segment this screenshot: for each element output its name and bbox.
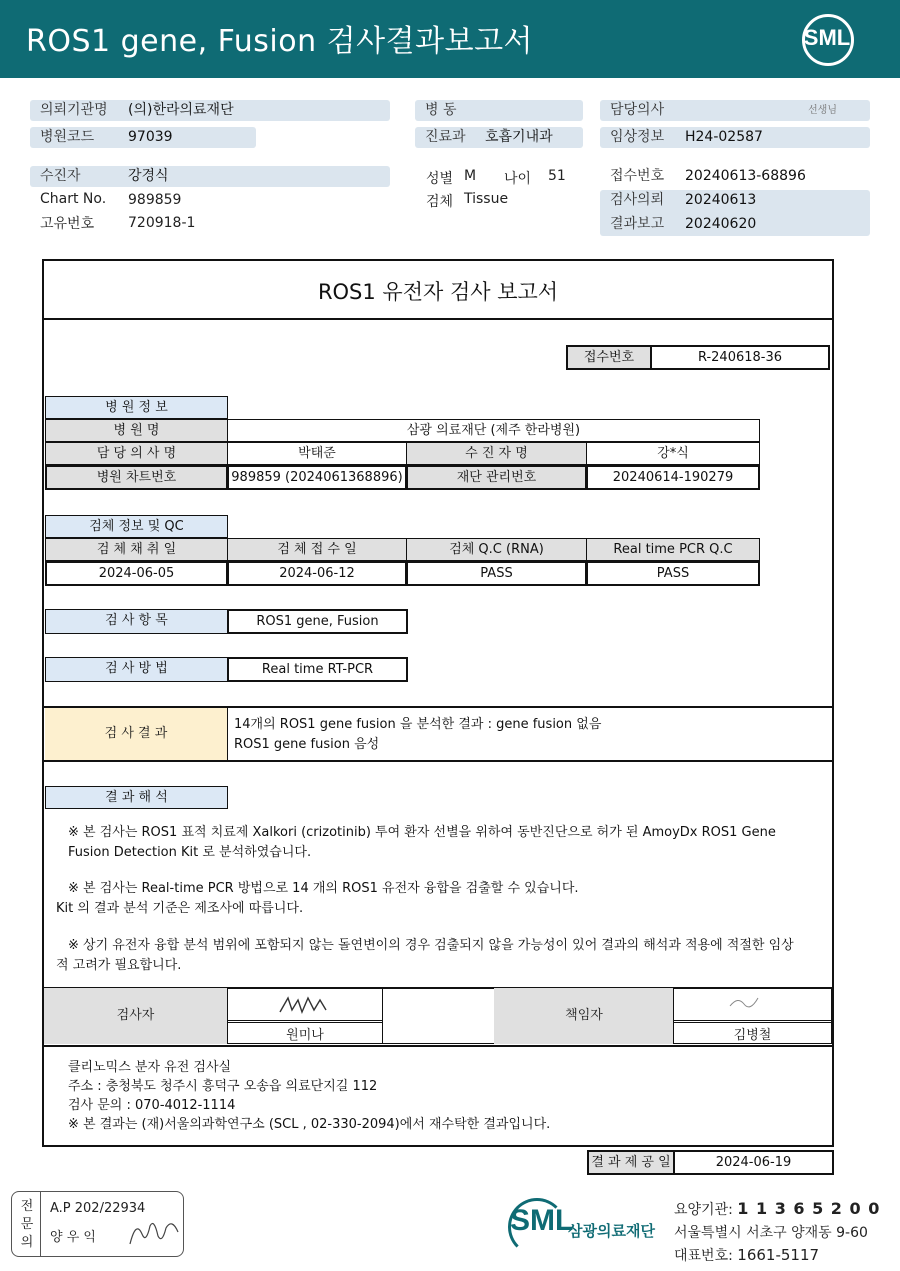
blank-signature-cell bbox=[382, 988, 495, 1044]
specimen-value-4: PASS bbox=[586, 561, 760, 586]
lab-address: 주소 : 충청북도 청주시 흥덕구 오송읍 의료단지길 112 bbox=[68, 1079, 378, 1094]
hospital-name-label: 병 원 명 bbox=[45, 419, 228, 442]
page-title: ROS1 gene, Fusion 검사결과보고서 bbox=[26, 24, 534, 59]
sml-logo-text: SML bbox=[803, 25, 851, 50]
lab-phone: 검사 문의 : 070-4012-1114 bbox=[68, 1098, 236, 1113]
test-item-value: ROS1 gene, Fusion bbox=[227, 609, 408, 634]
interp-note-1a: ※ 본 검사는 ROS1 표적 치료제 Xalkori (crizotinib) 투여 환자 선별을 위하여 동반진단으로 허가 된 AmoyDx ROS1 Gene bbox=[68, 825, 776, 840]
test-method-label: 검 사 방 법 bbox=[45, 657, 228, 682]
doctor-label: 담당의사 bbox=[610, 102, 665, 118]
unique-no-value: 720918-1 bbox=[128, 215, 196, 231]
specimen-value-2: 2024-06-12 bbox=[227, 561, 407, 586]
report-date-label: 결과보고 bbox=[610, 216, 665, 232]
examiner-label: 검사자 bbox=[44, 988, 227, 1044]
result-label: 검 사 결 과 bbox=[45, 708, 227, 760]
dept-field bbox=[415, 127, 583, 148]
interpretation-header: 결 과 해 석 bbox=[45, 786, 228, 809]
doctor-name-label: 담 당 의 사 명 bbox=[45, 442, 228, 465]
report-receipt-value: R-240618-36 bbox=[650, 345, 830, 370]
hospital-code-field bbox=[30, 127, 256, 148]
age-label: 나이 bbox=[504, 171, 532, 187]
result-divider bbox=[227, 708, 228, 760]
title-divider bbox=[42, 318, 834, 320]
patient-field bbox=[30, 166, 390, 187]
clinical-field bbox=[600, 127, 870, 148]
result-line-1: 14개의 ROS1 gene fusion 을 분석한 결과 : gene fusion 없음 bbox=[234, 717, 602, 732]
phone-label: 대표번호: bbox=[674, 1248, 733, 1264]
phone-value: 1661-5117 bbox=[737, 1246, 820, 1264]
stamp-side-label bbox=[18, 1198, 36, 1252]
receipt-value: 20240613-68896 bbox=[685, 168, 806, 184]
institution-field bbox=[30, 100, 390, 121]
test-item-label: 검 사 항 목 bbox=[45, 609, 228, 634]
sex-label: 성별 bbox=[426, 171, 454, 187]
dept-value: 호흡기내과 bbox=[485, 129, 553, 145]
specimen-value: Tissue bbox=[464, 191, 509, 207]
specimen-section-header: 검체 정보 및 QC bbox=[45, 515, 228, 538]
patient-name-value: 강*식 bbox=[586, 442, 760, 465]
clinical-value: H24-02587 bbox=[685, 129, 763, 145]
request-label: 검사의뢰 bbox=[610, 192, 665, 208]
lab-remark: ※ 본 결과는 (재)서울의과학연구소 (SCL , 02-330-2094)에서 재수탁한 결과입니다. bbox=[68, 1117, 551, 1132]
interp-note-1b: Fusion Detection Kit 로 분석하였습니다. bbox=[68, 845, 312, 860]
footer-address: 서울특별시 서초구 양재동 9-60 bbox=[674, 1225, 868, 1241]
doctor-suffix: 선생님 bbox=[808, 105, 837, 116]
patient-name-label: 수 진 자 명 bbox=[406, 442, 587, 465]
report-date-value: 20240620 bbox=[685, 216, 757, 232]
issue-date-value: 2024-06-19 bbox=[673, 1150, 834, 1175]
interp-note-3b: 적 고려가 필요합니다. bbox=[56, 958, 182, 973]
lab-name: 클리노믹스 분자 유전 검사실 bbox=[68, 1060, 232, 1075]
issue-date-label: 결 과 제 공 일 bbox=[587, 1150, 675, 1175]
interp-note-2b: Kit 의 결과 분석 기준은 제조사에 따릅니다. bbox=[56, 901, 304, 916]
care-label: 요양기관: bbox=[674, 1202, 733, 1218]
supervisor-divider bbox=[673, 1020, 832, 1023]
care-institution bbox=[674, 1199, 880, 1219]
stamp-side-1: 전 bbox=[20, 1199, 34, 1214]
unique-no-label: 고유번호 bbox=[40, 216, 95, 232]
hospital-code-value: 97039 bbox=[128, 129, 173, 145]
doctor-name-value: 박태준 bbox=[227, 442, 407, 465]
footer-phone bbox=[674, 1245, 819, 1265]
stamp-ap-number: A.P 202/22934 bbox=[50, 1201, 146, 1216]
specimen-label: 검체 bbox=[426, 194, 454, 210]
footer-org-name: 삼광의료재단 bbox=[568, 1222, 655, 1240]
stamp-doctor-name: 양 우 익 bbox=[50, 1230, 96, 1245]
footer-sml-logo: SML bbox=[510, 1204, 574, 1237]
institution-value: (의)한라의료재단 bbox=[128, 102, 234, 118]
stamp-divider bbox=[40, 1191, 41, 1257]
ward-label: 병 동 bbox=[425, 102, 457, 118]
foundation-number-label: 재단 관리번호 bbox=[406, 465, 587, 490]
chart-no-value: 989859 bbox=[128, 192, 182, 208]
stamp-side-3: 의 bbox=[20, 1235, 34, 1250]
specimen-header-1: 검 체 채 취 일 bbox=[45, 538, 228, 561]
result-bottom-line bbox=[42, 760, 834, 762]
receipt-label: 접수번호 bbox=[610, 168, 665, 184]
interp-note-3a: ※ 상기 유전자 융합 분석 범위에 포함되지 않는 돌연변이의 경우 검출되지 않을 가능성이 있어 결과의 해석과 적용에 적절한 임상 bbox=[68, 938, 794, 953]
specimen-header-4: Real time PCR Q.C bbox=[586, 538, 760, 561]
test-method-value: Real time RT-PCR bbox=[227, 657, 408, 682]
request-value: 20240613 bbox=[685, 192, 757, 208]
doctor-field bbox=[600, 100, 870, 121]
supervisor-name: 김병철 bbox=[733, 1028, 772, 1043]
ward-field bbox=[415, 100, 583, 121]
chart-number-label: 병원 차트번호 bbox=[45, 465, 228, 490]
hospital-name-value: 삼광 의료재단 (제주 한라병원) bbox=[227, 419, 760, 442]
interp-note-2a: ※ 본 검사는 Real-time PCR 방법으로 14 개의 ROS1 유전자 융합을 검출할 수 있습니다. bbox=[68, 881, 579, 896]
hospital-section-header: 병 원 정 보 bbox=[45, 396, 228, 419]
specimen-value-1: 2024-06-05 bbox=[45, 561, 228, 586]
hospital-code-label: 병원코드 bbox=[40, 129, 95, 145]
patient-label: 수진자 bbox=[40, 168, 81, 184]
chart-number-value: 989859 (2024061368896) bbox=[227, 465, 407, 490]
signature-bottom-line bbox=[42, 1045, 834, 1047]
patient-value: 강경식 bbox=[128, 168, 169, 184]
institution-label: 의뢰기관명 bbox=[40, 102, 108, 118]
age-value: 51 bbox=[548, 168, 566, 184]
report-receipt-label: 접수번호 bbox=[566, 345, 652, 370]
specimen-header-2: 검 체 접 수 일 bbox=[227, 538, 407, 561]
receipt-field bbox=[600, 166, 870, 187]
supervisor-label: 책임자 bbox=[494, 988, 674, 1044]
sex-value: M bbox=[464, 168, 477, 184]
foundation-number-value: 20240614-190279 bbox=[586, 465, 760, 490]
dept-label: 진료과 bbox=[425, 129, 466, 145]
result-line-2: ROS1 gene fusion 음성 bbox=[234, 737, 380, 752]
specimen-header-3: 검체 Q.C (RNA) bbox=[406, 538, 587, 561]
report-title: ROS1 유전자 검사 보고서 bbox=[317, 280, 559, 304]
examiner-signature-icon bbox=[278, 994, 334, 1016]
clinical-label: 임상정보 bbox=[610, 129, 665, 145]
care-value: 1 1 3 6 5 2 0 0 bbox=[737, 1199, 881, 1218]
examiner-divider bbox=[227, 1020, 383, 1023]
supervisor-signature-icon bbox=[728, 994, 764, 1010]
stamp-signature-icon bbox=[128, 1214, 182, 1250]
specimen-value-3: PASS bbox=[406, 561, 587, 586]
stamp-side-2: 문 bbox=[20, 1217, 34, 1232]
request-report-field bbox=[600, 190, 870, 236]
chart-no-label: Chart No. bbox=[40, 191, 107, 207]
examiner-name: 원미나 bbox=[286, 1028, 324, 1043]
